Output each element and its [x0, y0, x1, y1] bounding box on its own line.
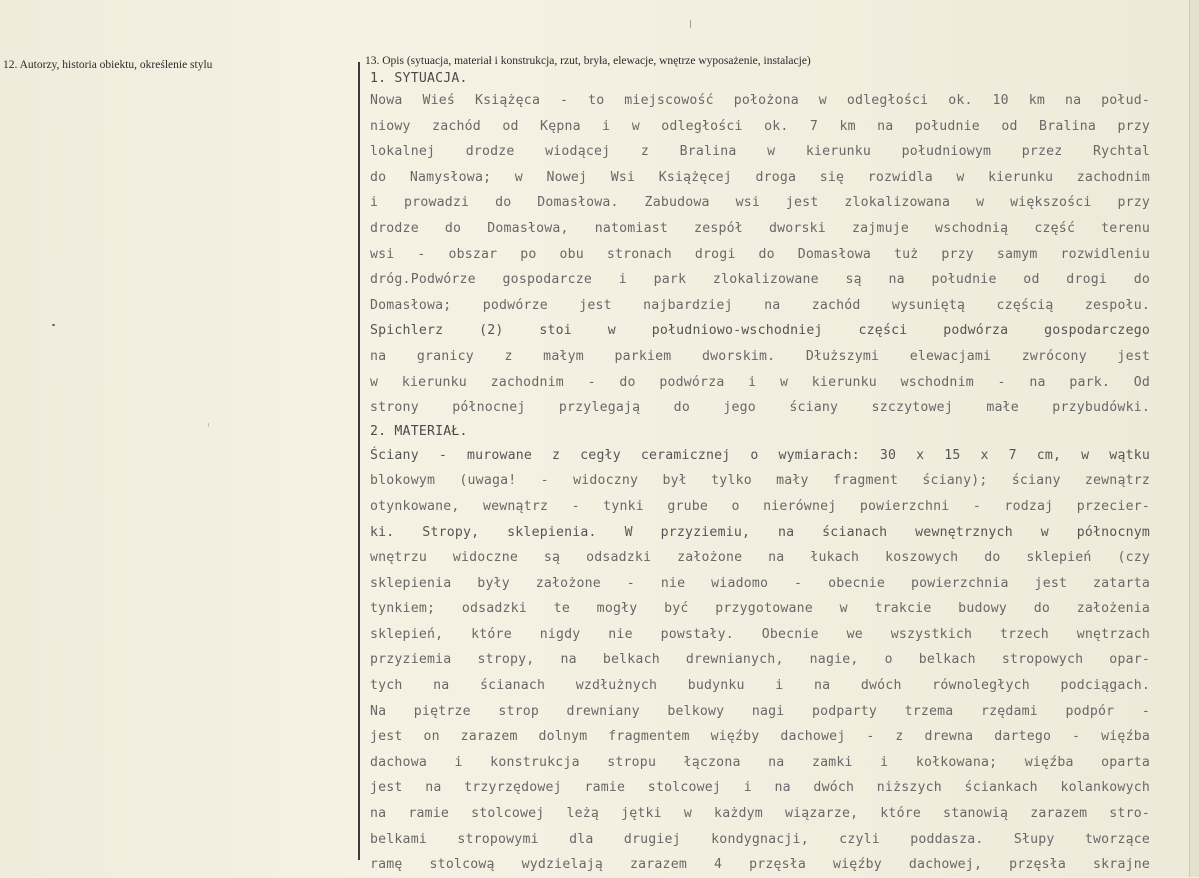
heading-sytuacja: 1. SYTUACJA. [370, 71, 468, 86]
text-line: tynkiem; odsadzki te mogły być przygotowane w trakcie budowy do założenia [370, 601, 1150, 617]
text-line: jest on zarazem dolnym fragmentem więźby dachowej - z drewna dartego - więźba [370, 729, 1150, 745]
text-line: wsi - obszar po obu stronach drogi do Domasłowa tuż przy samym rozwidleniu [370, 246, 1150, 262]
text-line: ki. Stropy, sklepienia. W przyziemiu, na ścianach wewnętrznych w północnym [370, 524, 1150, 540]
column-divider [358, 62, 360, 860]
text-line: dróg.Podwórze gospodarcze i park zlokalizowane są na południe od drogi do [370, 272, 1150, 288]
paper-speck [208, 423, 209, 427]
paper-speck [690, 20, 691, 28]
page-edge [1189, 0, 1199, 877]
text-line: ramę stolcową wydzielają zarazem 4 przęsła więźby dachowej, przęsła skrajne [370, 857, 1150, 873]
text-line: wnętrzu widoczne są odsadzki założone na łukach koszowych do sklepień (czy [370, 550, 1150, 566]
text-line: tych na ścianach wzdłużnych budynku i na dwóch równoległych podciągach. [370, 678, 1150, 694]
text-line: drodze do Domasłowa, natomiast zespół dworski zajmuje wschodnią część terenu [370, 220, 1150, 236]
section-12-header: 12. Autorzy, historia obiektu, określenie stylu [3, 59, 213, 71]
text-line: na granicy z małym parkiem dworskim. Dłuższymi elewacjami zwrócony jest [370, 348, 1150, 364]
typed-description [370, 70, 1150, 878]
text-line: Na piętrze strop drewniany belkowy nagi podparty trzema rzędami podpór - [370, 703, 1150, 719]
text-line: lokalnej drodze wiodącej z Bralina w kierunku południowym przez Rychtal [370, 144, 1150, 160]
text-line: do Namysłowa; w Nowej Wsi Książęcej droga się rozwidla w kierunku zachodnim [370, 169, 1150, 185]
text-line: dachowa i konstrukcja stropu łączona na zamki i kołkowana; więźba oparta [370, 754, 1150, 770]
text-line: sklepienia były założone - nie wiadomo - obecnie powierzchnia jest zatarta [370, 575, 1150, 591]
text-line: otynkowane, wewnątrz - tynki grube o nierównej powierzchni - rodzaj przecier- [370, 498, 1150, 514]
text-line: w kierunku zachodnim - do podwórza i w kierunku wschodnim - na park. Od [370, 374, 1150, 390]
text-line: blokowym (uwaga! - widoczny był tylko mały fragment ściany); ściany zewnątrz [370, 473, 1150, 489]
text-line: Ściany - murowane z cegły ceramicznej o wymiarach: 30 x 15 x 7 cm, w wątku [370, 447, 1150, 463]
text-line: Nowa Wieś Książęca - to miejscowość położona w odległości ok. 10 km na połud- [370, 93, 1150, 108]
paper-speck [52, 324, 55, 326]
text-line: na ramie stolcowej leżą jętki w każdym wiązarze, które stanowią zarazem stro- [370, 806, 1150, 822]
text-line: przyziemia stropy, na belkach drewnianych, nagie, o belkach stropowych opar- [370, 652, 1150, 668]
section-13-header: 13. Opis (sytuacja, materiał i konstrukcja, rzut, bryła, elewacje, wnętrze wyposażenie, instalacje) [365, 55, 811, 67]
text-line: niowy zachód od Kępna i w odległości ok. 7 km na południe od Bralina przy [370, 118, 1150, 134]
text-line: belkami stropowymi dla drugiej kondygnacji, czyli poddasza. Słupy tworzące [370, 831, 1150, 847]
heading-material: 2. MATERIAŁ. [370, 423, 468, 439]
text-line: Spichlerz (2) stoi w południowo-wschodniej części podwórza gospodarczego [370, 323, 1150, 339]
text-line: Domasłowa; podwórze jest najbardziej na zachód wysuniętą częścią zespołu. [370, 297, 1150, 313]
text-line: jest na trzyrzędowej ramie stolcowej i na dwóch niższych ściankach kolankowych [370, 780, 1150, 796]
text-line: sklepień, które nigdy nie powstały. Obecnie we wszystkich trzech wnętrzach [370, 626, 1150, 642]
text-line: i prowadzi do Domasłowa. Zabudowa wsi jest zlokalizowana w większości przy [370, 195, 1150, 211]
text-line: strony północnej przylegają do jego ściany szczytowej małe przybudówki. [370, 400, 1150, 416]
